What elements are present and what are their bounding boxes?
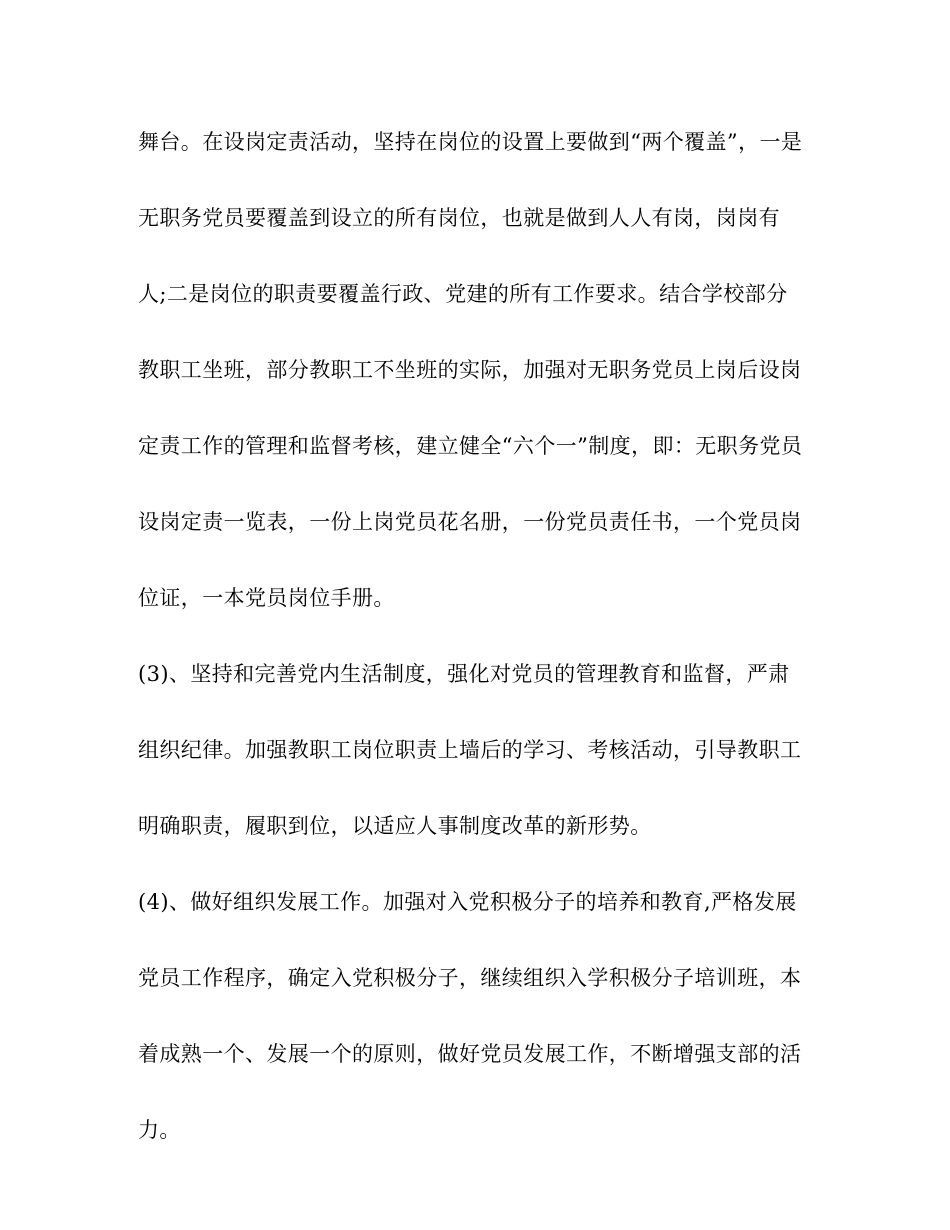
text-line: 着成熟一个、发展一个的原则，做好党员发展工作，不断增强支部的活 [138,1042,802,1066]
text-line: 党员工作程序，确定入党积极分子，继续组织入学积极分子培训班，本 [138,966,802,990]
text-line: 位证，一本党员岗位手册。 [138,586,395,610]
text-line: 力。 [138,1118,181,1142]
text-line: (4)、做好组织发展工作。加强对入党积极分子的培养和教育,严格发展 [138,890,797,914]
text-line: 设岗定责一览表，一份上岗党员花名册，一份党员责任书，一个党员岗 [138,510,802,534]
text-line: 人;二是岗位的职责要覆盖行政、党建的所有工作要求。结合学校部分 [138,282,788,306]
text-line: 无职务党员要覆盖到设立的所有岗位，也就是做到人人有岗，岗岗有 [138,206,780,230]
text-line: 舞台。在设岗定责活动，坚持在岗位的设置上要做到“两个覆盖”，一是 [138,130,803,154]
text-line: 教职工坐班，部分教职工不坐班的实际，加强对无职务党员上岗后设岗 [138,358,802,382]
text-line: (3)、坚持和完善党内生活制度，强化对党员的管理教育和监督，严肃 [138,662,790,686]
text-line: 组织纪律。加强教职工岗位职责上墙后的学习、考核活动，引导教职工 [138,738,802,762]
text-line: 定责工作的管理和监督考核，建立健全“六个一”制度，即：无职务党员 [138,434,803,458]
text-line: 明确职责，履职到位，以适应人事制度改革的新形势。 [138,814,652,838]
